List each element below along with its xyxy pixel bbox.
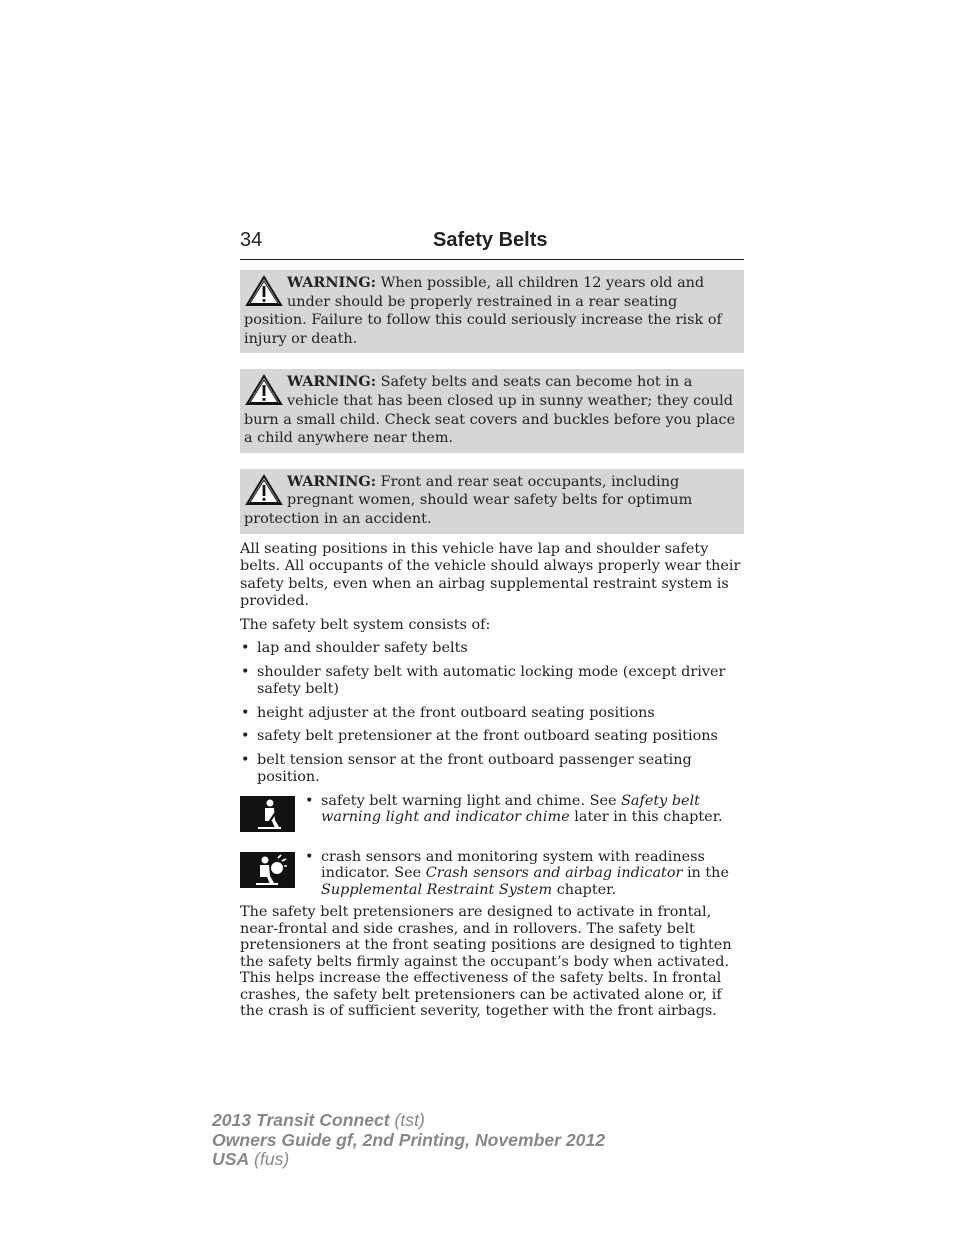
belt-system-list (240, 640, 744, 787)
list-item: • lap and shoulder safety belts (240, 640, 744, 658)
belt-warning-text: • safety belt warning light and chime. See Safety belt warning light and indicator chime later in this chapter. (305, 793, 744, 826)
page-header (240, 229, 744, 260)
warning-triangle-icon (244, 274, 284, 308)
list-item: • height adjuster at the front outboard seating positions (240, 705, 744, 723)
seatbelt-warning-icon (240, 796, 295, 832)
paragraph-seating-positions: All seating positions in this vehicle have lap and shoulder safety belts. All occupants of the vehicle should always properly wear their safety belts, even when an airbag supplemental restraint system is provided. (240, 540, 741, 610)
warning-text: When possible, all children 12 years old and under should be properly restrained in a rear seating position. Failure to follow this could seriously increase the risk of injury or death. (244, 275, 722, 347)
page-number: 34 (240, 229, 263, 251)
icon-list-item-crash-sensors (240, 849, 744, 899)
paragraph-system-consists: The safety belt system consists of: (240, 616, 491, 633)
paragraph-pretensioners: The safety belt pretensioners are designed to activate in frontal, near-frontal and side crashes, and in rollovers. The safety belt pretensioners at the front seating positions are designed to tighten the safety belts firmly against the occupant’s body when activated. This helps increase the effectiveness of the safety belts. In frontal crashes, the safety belt pretensioners can be activated alone or, if the crash is of sufficient severity, together with the front airbags. (240, 904, 732, 1020)
icon-list-item-belt-warning (240, 793, 744, 832)
footer-model: 2013 Transit Connect (212, 1110, 390, 1130)
crash-sensors-text: • crash sensors and monitoring system with readiness indicator. See Crash sensors and airbag indicator in the Supplemental Restraint System chapter. (305, 849, 744, 899)
warning-text: Front and rear seat occupants, including pregnant women, should wear safety belts for optimum protection in an accident. (244, 473, 693, 527)
warning-label: WARNING: (287, 274, 377, 291)
warning-box-occupants (240, 469, 744, 534)
warning-text: Safety belts and seats can become hot in a vehicle that has been closed up in sunny weather; they could burn a small child. Check seat covers and buckles before you place a child anywhere near them. (244, 374, 736, 447)
belt-warning-reference: Safety belt warning light and indicator chime (321, 792, 700, 826)
srs-chapter-reference: Supplemental Restraint System (321, 881, 553, 898)
warning-triangle-icon (244, 373, 284, 407)
list-item: • belt tension sensor at the front outboard passenger seating position. (240, 752, 744, 787)
warning-box-children (240, 270, 744, 353)
manual-page (240, 229, 744, 1020)
footer-printing: Owners Guide gf, 2nd Printing, November 2012 (212, 1129, 606, 1150)
footer-market: USA (212, 1149, 250, 1169)
airbag-indicator-icon (240, 852, 295, 888)
list-item: • shoulder safety belt with automatic locking mode (except driver safety belt) (240, 664, 744, 699)
crash-sensors-reference: Crash sensors and airbag indicator (425, 865, 683, 882)
warning-label: WARNING: (287, 373, 377, 391)
page-footer: 2013 Transit Connect (tst) Owners Guide gf, 2nd Printing, November 2012 USA (fus) (212, 1110, 606, 1169)
warning-label: WARNING: (287, 472, 377, 490)
warning-box-hot-seats (240, 369, 744, 452)
list-item: • safety belt pretensioner at the front outboard seating positions (240, 728, 744, 746)
section-title: Safety Belts (433, 229, 548, 251)
warning-triangle-icon (244, 473, 284, 507)
